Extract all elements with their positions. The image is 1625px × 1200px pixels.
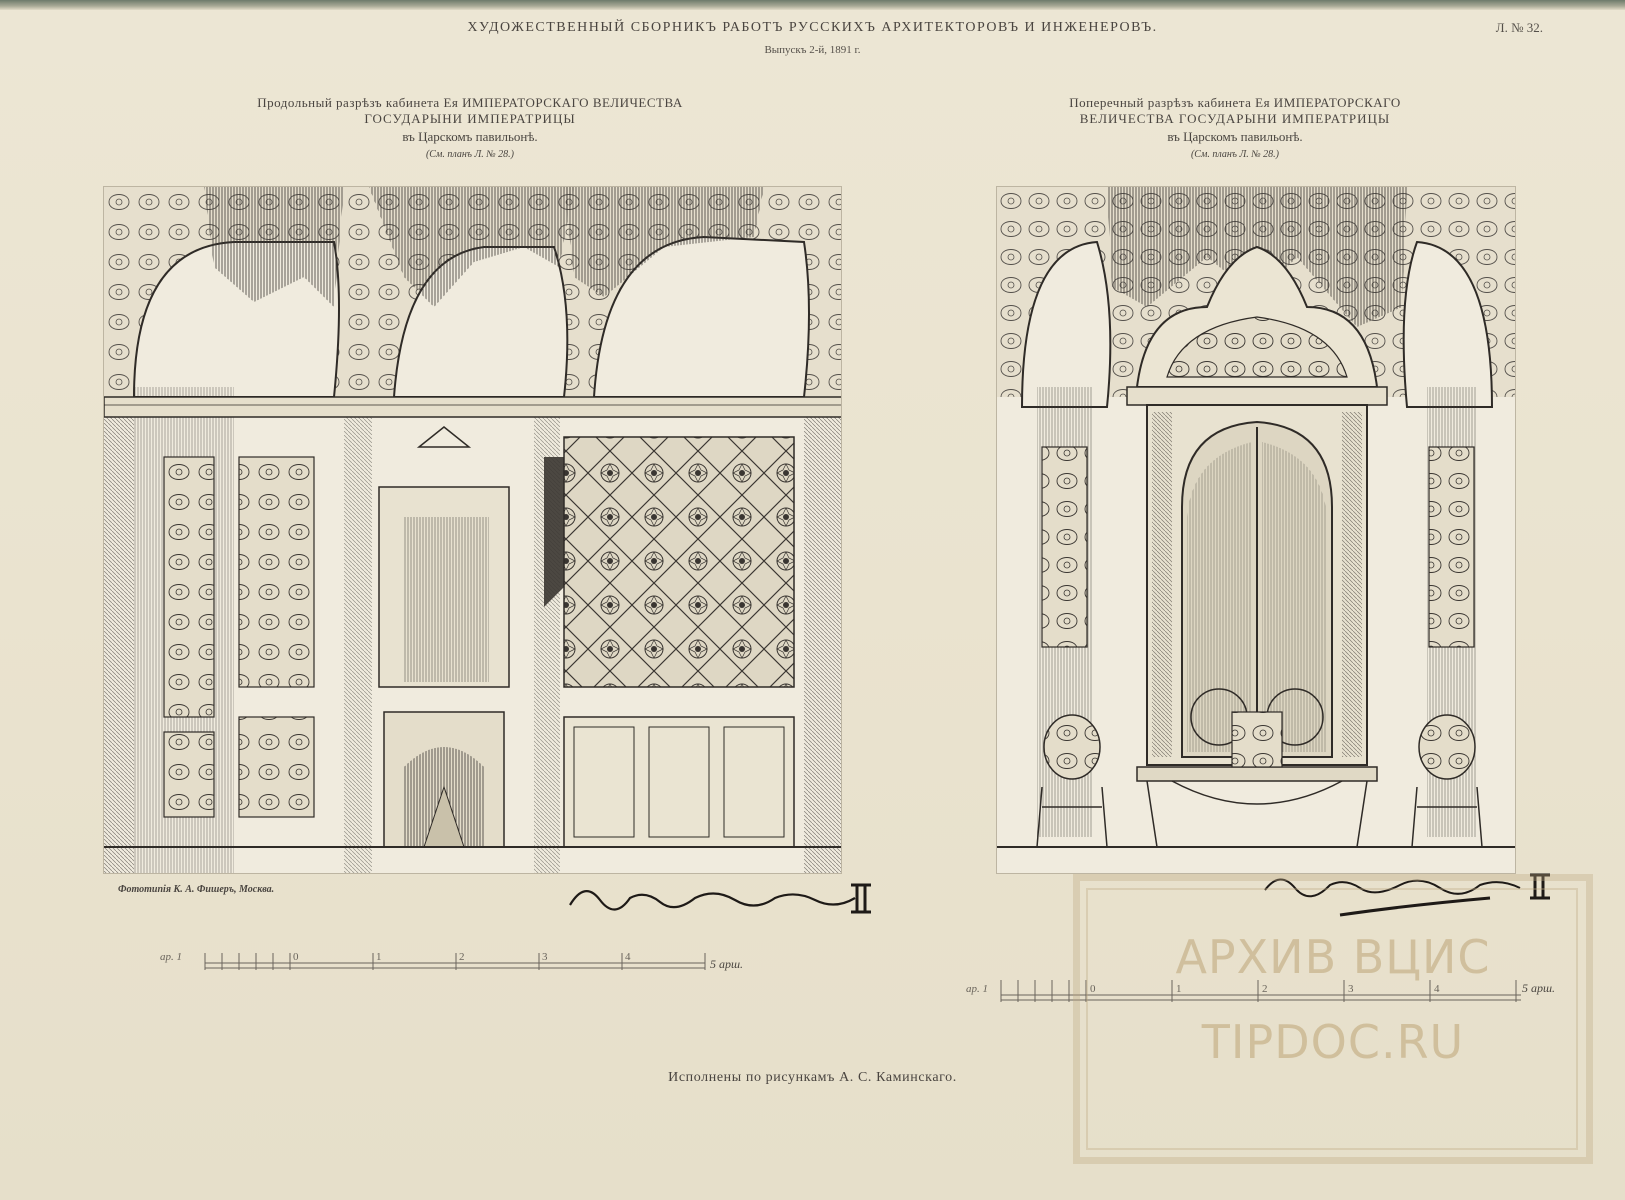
right-scale-label-1: 1 xyxy=(1176,983,1182,995)
left-caption-line1: Продольный разрѣзъ кабинета Ея ИМПЕРАТОРСКАГО ВЕЛИЧЕСТВА xyxy=(257,95,683,110)
right-drawing-caption xyxy=(990,95,1480,160)
longitudinal-section-illustration xyxy=(104,187,842,874)
left-scale-label-2: 2 xyxy=(459,951,465,963)
cross-section-illustration xyxy=(997,187,1516,874)
left-caption-line3: въ Царскомъ павильонѣ. xyxy=(402,129,538,144)
left-scale-label-4: 4 xyxy=(625,951,631,963)
left-caption-line2: ГОСУДАРЫНИ ИМПЕРАТРИЦЫ xyxy=(364,111,576,126)
left-scale-end-label: 5 арш. xyxy=(710,957,744,971)
right-caption-line3: въ Царскомъ павильонѣ. xyxy=(1167,129,1303,144)
collection-title: ХУДОЖЕСТВЕННЫЙ СБОРНИКЪ РАБОТЪ РУССКИХЪ АРХИТЕКТОРОВЪ И ИНЖЕНЕРОВЪ. xyxy=(467,20,1158,35)
watermark-site-text: TIPDOC.RU xyxy=(1201,1015,1465,1069)
left-drawing-caption xyxy=(170,95,770,160)
watermark-archive-text: АРХИВ ВЦИС xyxy=(1175,930,1491,984)
issue-subtitle: Выпускъ 2-й, 1891 г. xyxy=(764,44,861,56)
right-scale-label-2: 2 xyxy=(1262,983,1268,995)
cross-section-drawing xyxy=(996,186,1516,874)
execution-note: Исполнены по рисункамъ А. С. Каминскаго. xyxy=(668,1070,957,1085)
left-scale-label-0: 0 xyxy=(293,951,299,963)
left-scale-label-1: 1 xyxy=(376,951,382,963)
right-scale-end-label: 5 арш. xyxy=(1522,981,1556,995)
left-scale-start-label: ар. 1 xyxy=(160,951,182,963)
left-signature xyxy=(565,870,885,920)
longitudinal-section-drawing xyxy=(103,186,842,874)
right-scale-label-4: 4 xyxy=(1434,983,1440,995)
sheet-number: Л. № 32. xyxy=(1495,20,1543,35)
right-scale-label-3: 3 xyxy=(1348,983,1354,995)
photo-credit: Фототипія К. А. Фишеръ, Москва. xyxy=(118,884,275,895)
left-caption-plan-ref: (См. планъ Л. № 28.) xyxy=(425,149,515,160)
left-scale-bar xyxy=(160,938,810,978)
right-scale-label-0: 0 xyxy=(1090,983,1096,995)
right-scale-start-label: ар. 1 xyxy=(966,983,988,995)
right-caption-plan-ref: (См. планъ Л. № 28.) xyxy=(1190,149,1280,160)
left-scale-label-3: 3 xyxy=(542,951,548,963)
page-top-edge xyxy=(0,0,1625,10)
right-caption-line1: Поперечный разрѣзъ кабинета Ея ИМПЕРАТОРСКАГО xyxy=(1069,95,1401,110)
right-caption-line2: ВЕЛИЧЕСТВА ГОСУДАРЫНИ ИМПЕРАТРИЦЫ xyxy=(1079,111,1391,126)
